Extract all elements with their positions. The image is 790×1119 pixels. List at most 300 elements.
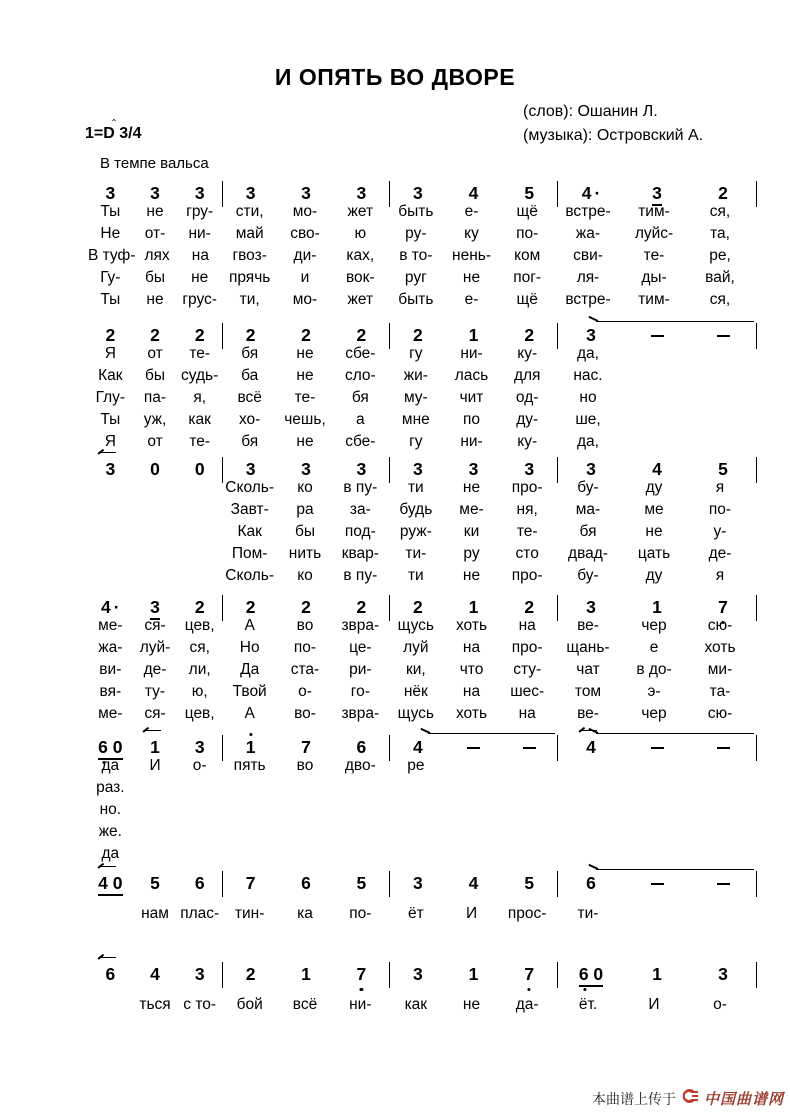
- note-number: 3: [412, 873, 423, 893]
- lyric-syllable: в пу-: [343, 479, 378, 496]
- tie-mark-in: [144, 730, 161, 731]
- note-number: 2: [718, 183, 728, 203]
- note: [195, 327, 205, 345]
- lyric-measure: [88, 705, 222, 724]
- lyric-syllable: быть: [398, 291, 434, 308]
- lyric-syllable: те-: [189, 345, 211, 362]
- lyric-measure: [88, 411, 222, 430]
- lyric-syllable: [444, 801, 500, 820]
- note-number: 7: [718, 597, 728, 617]
- lyric-syllable: те-: [294, 389, 316, 406]
- beat: [88, 962, 133, 988]
- lyric-syllable: встре-: [565, 291, 611, 308]
- lyric-syllable: плас-: [180, 905, 220, 922]
- note-number: 3: [412, 183, 423, 203]
- lyric-syllable: том: [574, 683, 602, 700]
- duration-dash: [651, 335, 664, 337]
- lyric-syllable: [177, 523, 222, 542]
- lyric-measure: [222, 389, 388, 408]
- notation-line: [88, 962, 757, 988]
- note: [150, 739, 160, 757]
- lyric-syllable: [687, 823, 753, 842]
- note: [246, 966, 256, 984]
- note: [301, 461, 311, 479]
- lyric-syllable: [687, 905, 753, 924]
- lyric-syllable: ре: [407, 757, 425, 774]
- lyric-line: [88, 291, 753, 310]
- lyric-syllable: ко: [297, 567, 313, 584]
- lyric-syllable: [133, 479, 178, 498]
- lyric-syllable: сти,: [235, 203, 264, 220]
- lyric-measure: [388, 411, 555, 430]
- lyric-measure: [88, 567, 222, 586]
- tie-mark-out: [428, 733, 555, 734]
- lyric-syllable: я: [715, 567, 725, 584]
- lyric-measure: [555, 545, 753, 564]
- beat: [446, 962, 502, 988]
- beat: [558, 871, 624, 897]
- lyric-syllable: чат: [576, 661, 600, 678]
- lyric-syllable: па-: [143, 389, 167, 406]
- lyric-syllable: да: [101, 757, 120, 774]
- lyric-syllable: [88, 479, 133, 498]
- note: [105, 327, 115, 345]
- augmentation-dot: ·: [594, 183, 601, 204]
- lyric-syllable: е-: [464, 291, 479, 308]
- lyric-syllable: мне: [401, 411, 430, 428]
- lyric-measure: [555, 367, 753, 386]
- lyric-syllable: бя: [241, 433, 259, 450]
- lyric-syllable: [88, 545, 133, 564]
- lyric-syllable: [177, 501, 222, 520]
- lyric-syllable: ся,: [709, 291, 731, 308]
- lyric-syllable: не: [462, 996, 481, 1013]
- song-title: И ОПЯТЬ ВО ДВОРЕ: [274, 64, 516, 90]
- note-number: 3: [412, 459, 423, 479]
- lyric-syllable: по-: [349, 905, 372, 922]
- lyric-syllable: быть: [398, 203, 434, 220]
- note-number: 4: [586, 737, 596, 757]
- tie-mark-in: [99, 957, 116, 958]
- lyric-syllable: ды-: [641, 269, 667, 286]
- lyric-syllable: звра-: [341, 705, 380, 722]
- lyric-line: [88, 203, 753, 222]
- note-number: 6: [194, 873, 205, 893]
- lyric-syllable: щё: [516, 203, 538, 220]
- lyric-measure: [88, 433, 222, 452]
- lyric-syllable: гру-: [186, 203, 214, 220]
- lyric-syllable: хоть: [704, 639, 736, 656]
- lyric-syllable: [177, 567, 222, 586]
- lyric-syllable: про-: [511, 639, 543, 656]
- lyric-measure: [222, 479, 388, 498]
- lyric-syllable: да,: [577, 345, 599, 362]
- beat: [390, 962, 446, 988]
- note: [246, 875, 256, 893]
- lyric-syllable: вок-: [346, 269, 375, 286]
- lyric-syllable: [177, 845, 222, 864]
- lyric-line: [88, 683, 753, 702]
- lyric-syllable: ба: [241, 367, 259, 384]
- lyric-syllable: бы: [144, 367, 166, 384]
- lyric-syllable: грус-: [182, 291, 217, 308]
- lyric-syllable: [88, 501, 133, 520]
- lyric-syllable: [444, 779, 500, 798]
- note-number: 3: [194, 964, 205, 984]
- lyric-syllable: жи-: [403, 367, 428, 384]
- lyric-syllable: [621, 801, 687, 820]
- note-number: 4 0: [98, 873, 122, 896]
- lyric-syllable: а: [356, 411, 365, 428]
- tie-mark-out: [596, 733, 754, 734]
- note-number: 3: [150, 597, 160, 620]
- lyric-measure: [222, 545, 388, 564]
- lyric-syllable: Не: [100, 225, 121, 242]
- lyric-syllable: ре,: [709, 247, 731, 264]
- lyric-syllable: сви-: [573, 247, 603, 264]
- lyric-syllable: раз.: [96, 779, 125, 796]
- note-number: 4: [468, 183, 479, 203]
- note: [652, 966, 662, 984]
- lyric-line: [88, 757, 753, 776]
- lyric-syllable: ми-: [707, 661, 733, 678]
- lyric-measure: [555, 779, 753, 798]
- lyric-measure: [88, 683, 222, 702]
- lyric-syllable: [621, 389, 687, 408]
- lyric-syllable: от: [147, 345, 163, 362]
- lyric-measure: [388, 823, 555, 842]
- lyric-syllable: не: [296, 367, 314, 384]
- lyric-syllable: жет: [347, 291, 374, 308]
- lyric-syllable: ня,: [516, 501, 538, 518]
- beat: [177, 962, 222, 988]
- beat: [690, 962, 756, 988]
- lyric-syllable: по-: [293, 639, 317, 656]
- octave-dot-high: [249, 733, 252, 736]
- note: [105, 966, 115, 984]
- lyric-syllable: [621, 367, 687, 386]
- note-number: 1: [652, 597, 662, 617]
- note: [301, 739, 311, 757]
- lyric-syllable: [499, 801, 555, 820]
- lyric-syllable: по: [463, 411, 481, 428]
- lyric-syllable: звра-: [341, 617, 380, 634]
- lyric-syllable: [499, 779, 555, 798]
- lyric-measure: [88, 389, 222, 408]
- lyric-syllable: [177, 479, 222, 498]
- note: [579, 966, 603, 984]
- note: [301, 327, 311, 345]
- lyric-syllable: ду-: [516, 411, 539, 428]
- measure: [558, 871, 757, 897]
- octave-dot-low: [360, 988, 363, 991]
- lyric-syllable: встре-: [565, 203, 611, 220]
- lyric-measure: [555, 269, 753, 288]
- lyric-syllable: чер: [641, 617, 667, 634]
- note-number: 3: [586, 459, 596, 479]
- lyric-syllable: я,: [193, 389, 207, 406]
- lyric-syllable: Ты: [100, 203, 121, 220]
- beat: [446, 871, 502, 897]
- lyric-syllable: лась: [454, 367, 489, 384]
- lyric-measure: [388, 269, 555, 288]
- note-number: 2: [524, 597, 535, 617]
- note: [301, 185, 311, 203]
- lyric-measure: [222, 291, 388, 310]
- measure: [223, 962, 390, 988]
- lyric-syllable: ме-: [98, 617, 123, 634]
- lyric-syllable: ся,: [189, 639, 210, 656]
- lyric-measure: [555, 661, 753, 680]
- lyric-line: [88, 269, 753, 288]
- lyric-line: [88, 567, 753, 586]
- lyric-syllable: е: [649, 639, 659, 656]
- lyric-measure: [88, 545, 222, 564]
- lyric-line: [88, 705, 753, 724]
- lyric-measure: [222, 996, 388, 1015]
- lyric-syllable: ся,: [709, 203, 731, 220]
- lyric-syllable: Я: [104, 433, 116, 450]
- lyric-syllable: ше,: [575, 411, 601, 428]
- lyric-line: [88, 523, 753, 542]
- lyric-syllable: [621, 779, 687, 798]
- lyric-syllable: пять: [233, 757, 266, 774]
- lyric-measure: [555, 247, 753, 266]
- note-number: 3: [412, 964, 423, 984]
- lyric-syllable: [133, 545, 178, 564]
- lyric-syllable: ться: [139, 996, 171, 1013]
- note-number: 3: [468, 459, 479, 479]
- duration-dash: [717, 883, 730, 885]
- lyric-measure: [388, 247, 555, 266]
- lyric-syllable: [555, 757, 621, 776]
- lyric-syllable: [133, 523, 178, 542]
- note: [582, 185, 592, 203]
- lyric-measure: [388, 705, 555, 724]
- note-number: 5: [524, 873, 535, 893]
- lyric-measure: [222, 639, 388, 658]
- lyric-line: [88, 479, 753, 498]
- note-number: 2: [301, 597, 311, 617]
- lyric-syllable: сво-: [290, 225, 320, 242]
- note: [469, 875, 479, 893]
- note: [150, 185, 160, 203]
- lyric-syllable: [333, 845, 388, 864]
- lyric-syllable: [133, 845, 178, 864]
- lyric-line: [88, 996, 753, 1015]
- note-number: 3: [718, 964, 728, 984]
- measure: [88, 962, 223, 988]
- lyric-syllable: жет: [347, 203, 374, 220]
- note-number: 7: [301, 737, 311, 757]
- note: [718, 461, 728, 479]
- lyric-syllable: [687, 757, 753, 776]
- lyric-line: [88, 389, 753, 408]
- beat: [177, 871, 222, 897]
- lyric-syllable: не: [296, 433, 314, 450]
- note-number: 3: [586, 597, 596, 617]
- lyric-measure: [388, 523, 555, 542]
- lyric-syllable: бы: [144, 269, 166, 286]
- note-number: 5: [150, 873, 160, 893]
- note-number: 4: [412, 737, 423, 757]
- note: [101, 599, 111, 617]
- note-number: 3: [194, 183, 205, 203]
- lyric-measure: [555, 705, 753, 724]
- lyric-syllable: у-: [713, 523, 727, 540]
- note-number: 2: [356, 325, 367, 345]
- tie-mark-out: [596, 869, 754, 870]
- note: [195, 875, 205, 893]
- lyric-syllable: не: [462, 269, 481, 286]
- lyric-syllable: но: [579, 389, 597, 406]
- lyric-syllable: про-: [511, 567, 543, 584]
- note-number: 2: [301, 325, 311, 345]
- lyric-syllable: ля-: [576, 269, 600, 286]
- lyric-syllable: [388, 823, 444, 842]
- lyric-syllable: квар-: [341, 545, 379, 562]
- beat: [278, 871, 333, 897]
- lyric-line: [88, 801, 753, 820]
- note-number: 6: [105, 964, 116, 984]
- lyric-syllable: Да: [240, 661, 260, 678]
- lyric-syllable: ни-: [460, 345, 483, 362]
- note: [413, 599, 423, 617]
- lyric-syllable: май: [235, 225, 264, 242]
- lyric-syllable: ки: [463, 523, 480, 540]
- lyric-syllable: [555, 801, 621, 820]
- lyric-syllable: ти: [407, 567, 424, 584]
- lyric-syllable: сто: [515, 545, 539, 562]
- lyric-syllable: Ты: [100, 411, 121, 428]
- note-number: 1: [245, 737, 256, 757]
- note-number: 5: [718, 459, 728, 479]
- note: [524, 327, 534, 345]
- lyric-syllable: руг: [404, 269, 427, 286]
- lyric-syllable: я: [715, 479, 725, 496]
- lyric-measure: [88, 269, 222, 288]
- measure: [88, 871, 223, 897]
- note-number: 1: [468, 325, 479, 345]
- lyric-syllable: [687, 845, 753, 864]
- lyric-syllable: ни-: [349, 996, 372, 1013]
- lyric-line: [88, 433, 753, 452]
- note-number: 3: [105, 183, 116, 203]
- augmentation-dot: ·: [113, 597, 120, 618]
- lyric-syllable: [687, 389, 753, 408]
- beat: [278, 962, 333, 988]
- note: [301, 875, 311, 893]
- lyric-syllable: [687, 801, 753, 820]
- lyric-syllable: ве-: [577, 617, 599, 634]
- note: [586, 739, 596, 757]
- lyric-syllable: [621, 845, 687, 864]
- note: [524, 461, 534, 479]
- note: [469, 327, 479, 345]
- lyric-measure: [222, 367, 388, 386]
- lyric-syllable: ли,: [188, 661, 211, 678]
- lyric-measure: [555, 905, 753, 924]
- lyric-syllable: ти-: [405, 545, 427, 562]
- note-number: 4: [150, 964, 160, 984]
- lyric-syllable: не: [462, 567, 481, 584]
- lyric-syllable: гу: [409, 433, 423, 450]
- lyric-syllable: чит: [459, 389, 484, 406]
- lyric-syllable: В туф-: [88, 247, 136, 264]
- lyric-syllable: от-: [144, 225, 166, 242]
- lyric-syllable: ду: [645, 479, 663, 496]
- lyric-measure: [555, 617, 753, 636]
- lyric-syllable: про-: [511, 479, 543, 496]
- lyric-measure: [388, 203, 555, 222]
- lyric-syllable: ме-: [459, 501, 484, 518]
- lyric-syllable: [499, 823, 555, 842]
- lyric-line: [88, 845, 753, 864]
- note-number: 0: [194, 459, 205, 479]
- lyric-syllable: вя-: [99, 683, 122, 700]
- lyric-syllable: гвоз-: [232, 247, 267, 264]
- site-watermark: [592, 1087, 784, 1110]
- lyric-syllable: нам: [141, 905, 169, 922]
- beat: [88, 871, 133, 897]
- lyric-syllable: луйс-: [634, 225, 674, 242]
- lyric-syllable: от: [147, 433, 163, 450]
- note-number: 2: [356, 597, 367, 617]
- note: [246, 185, 256, 203]
- note-number: 3: [586, 325, 596, 345]
- note-number: 2: [524, 325, 535, 345]
- lyric-measure: [388, 617, 555, 636]
- lyric-syllable: ёт.: [578, 996, 598, 1013]
- note-number: 2: [194, 325, 205, 345]
- lyric-syllable: сло-: [344, 367, 376, 384]
- note-number: 5: [524, 183, 535, 203]
- note: [586, 599, 596, 617]
- lyric-syllable: на: [518, 617, 536, 634]
- lyric-syllable: [133, 567, 178, 586]
- note-number: 1: [652, 964, 662, 984]
- lyric-syllable: ки,: [405, 661, 426, 678]
- lyric-measure: [388, 501, 555, 520]
- lyric-syllable: [444, 757, 500, 776]
- lyric-syllable: не: [645, 523, 663, 540]
- lyric-line: [88, 411, 753, 430]
- lyric-measure: [388, 389, 555, 408]
- lyric-measure: [388, 367, 555, 386]
- lyric-syllable: [333, 801, 388, 820]
- lyric-syllable: шес-: [510, 683, 545, 700]
- lyric-syllable: е-: [464, 203, 479, 220]
- lyric-syllable: ви-: [99, 661, 122, 678]
- lyric-measure: [222, 683, 388, 702]
- note: [413, 461, 423, 479]
- duration-dash: [717, 747, 730, 749]
- lyric-measure: [88, 523, 222, 542]
- lyric-syllable: вай,: [705, 269, 735, 286]
- lyric-measure: [388, 639, 555, 658]
- lyric-measure: [88, 203, 222, 222]
- note-number: 2: [412, 325, 423, 345]
- beat: [334, 871, 389, 897]
- note-number: 3: [652, 183, 662, 206]
- lyric-measure: [222, 845, 388, 864]
- note-number: 4: [652, 459, 662, 479]
- note: [652, 461, 662, 479]
- site-logo-icon: [681, 1087, 699, 1110]
- note: [413, 185, 423, 203]
- note: [586, 461, 596, 479]
- note-number: 3: [105, 459, 116, 479]
